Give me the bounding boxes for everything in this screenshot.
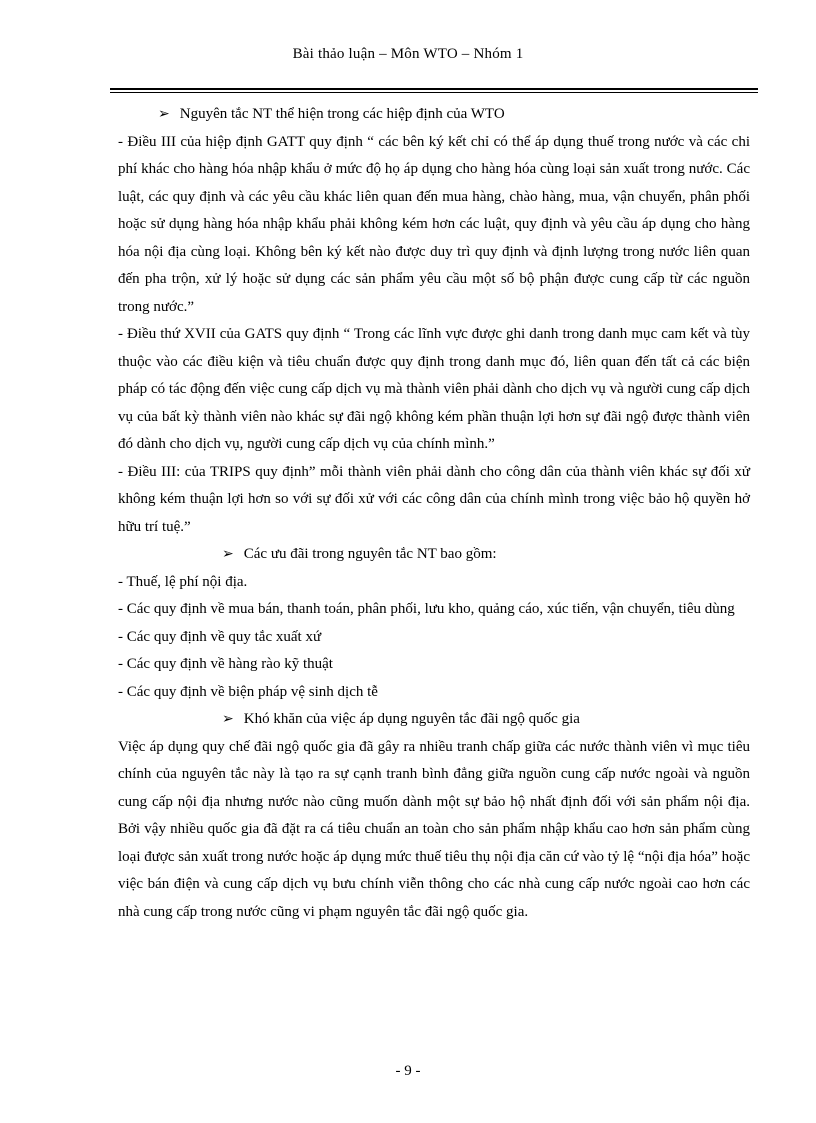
paragraph-trips: - Điều III: của TRIPS quy định” mỗi thành viên phải dành cho công dân của thành viên khác sự đối xử không kém thuận lợi hơn so với sự đối xử với các công dân của chính mình trong việc bảo hộ quyền hở hữu trí tuệ.” bbox=[118, 463, 750, 535]
page-header: Bài thảo luận – Môn WTO – Nhóm 1 bbox=[292, 46, 524, 62]
paragraph-difficulty: Việc áp dụng quy chế đãi ngộ quốc gia đã gây ra nhiều tranh chấp giữa các nước thành viên vì mục tiêu chính của nguyên tắc này là tạo ra sự cạnh tranh bình đẳng giữa nguồn cung cấp nước ngoài và nguồn cung cấp nội địa nhưng nước nào cũng muốn dành một sự bảo hộ nhất định đối với sản phẩm nội địa. Bởi vậy nhiều quốc gia đã đặt ra cá tiêu chuẩn an toàn cho sản phẩm nhập khẩu cao hơn sản phẩm cùng loại được sản xuất trong nước hoặc áp dụng mức thuế tiêu thụ nội địa căn cứ vào tỷ lệ “nội địa hóa” hoặc việc bán điện và cung cấp dịch vụ bưu chính viễn thông cho các nhà cung cấp nước ngoài cao hơn các nhà cung cấp trong nước cũng vi phạm nguyên tắc đãi ngộ quốc gia. bbox=[118, 738, 750, 920]
section-heading-difficulty bbox=[118, 706, 750, 734]
arrowhead-icon: ➢ bbox=[158, 107, 170, 122]
paragraph-gats: - Điều thứ XVII của GATS quy định “ Trong các lĩnh vực được ghi danh trong danh mục cam kết và tùy thuộc vào các điều kiện và tiêu chuẩn được quy định trong danh mục đó, liên quan đến tất cả các biện pháp có tác động đến việc cung cấp dịch vụ mà thành viên phải dành cho dịch vụ và người cung cấp dịch vụ của bất kỳ thành viên nào khác sự đãi ngộ không kém phần thuận lợi hơn sự đãi ngộ được thành viên đó dành cho dịch vụ, người cung cấp dịch vụ của chính mình.” bbox=[118, 326, 750, 452]
paragraph-gatt: - Điều III của hiệp định GATT quy định “ các bên ký kết chỉ có thể áp dụng thuế trong nước và các chi phí khác cho hàng hóa nhập khẩu ở mức độ họ áp dụng cho hàng hóa cùng loại sản xuất trong nước. Các luật, các quy định và các yêu cầu khác liên quan đến mua hàng, chào hàng, mua, vận chuyển, phân phối hoặc sử dụng hàng hóa nhập khẩu phải không kém hơn các luật, quy định và yêu cầu áp dụng cho hàng hóa nội địa cùng loại. Không bên ký kết nào được duy trì quy định và định lượng trong nước liên quan đến pha trộn, xử lý hoặc sử dụng các sản phẩm yêu cầu một số bộ phận được cung cấp từ các nguồn trong nước.” bbox=[118, 133, 750, 315]
list-item: - Các quy định về mua bán, thanh toán, phân phối, lưu kho, quảng cáo, xúc tiến, vận chuyển, tiêu dùng bbox=[118, 601, 735, 617]
heading-text: Khó khăn của việc áp dụng nguyên tắc đãi ngộ quốc gia bbox=[243, 711, 580, 727]
header-rule-thin bbox=[110, 92, 758, 93]
header-rule-thick bbox=[110, 88, 758, 90]
section-heading-incentives bbox=[118, 541, 750, 569]
section-heading-nt bbox=[118, 101, 750, 129]
heading-text: Nguyên tắc NT thể hiện trong các hiệp định của WTO bbox=[179, 106, 505, 122]
list-item: - Các quy định về biện pháp vệ sinh dịch tễ bbox=[118, 683, 378, 700]
list-item: - Thuế, lệ phí nội địa. bbox=[118, 573, 248, 590]
arrowhead-icon: ➢ bbox=[222, 712, 234, 727]
list-item: - Các quy định về quy tắc xuất xứ bbox=[118, 628, 322, 645]
arrowhead-icon: ➢ bbox=[222, 547, 234, 562]
page-number: - 9 - bbox=[395, 1063, 421, 1079]
list-item: - Các quy định về hàng rào kỹ thuật bbox=[118, 656, 333, 672]
heading-text: Các ưu đãi trong nguyên tắc NT bao gồm: bbox=[243, 546, 497, 562]
page-body bbox=[118, 101, 750, 926]
